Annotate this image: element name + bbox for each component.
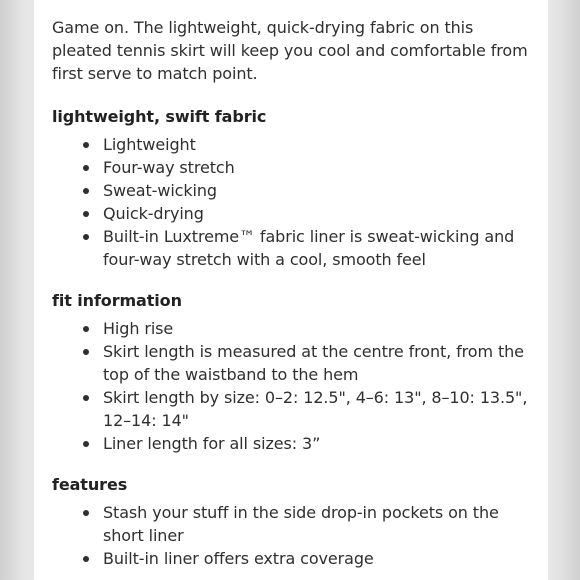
list-item: Sweat-wicking [52, 179, 532, 202]
product-description-page [34, 0, 548, 580]
section-heading-fabric: lightweight, swift fabric [52, 107, 267, 126]
section-heading-features: features [52, 475, 128, 494]
list-item: Liner length for all sizes: 3” [52, 432, 532, 455]
list-item: Quick-drying [52, 202, 532, 225]
section-features [52, 473, 532, 570]
list-item: Skirt length by size: 0–2: 12.5", 4–6: 13", 8–10: 13.5", 12–14: 14" [52, 386, 532, 432]
list-item: Skirt length is measured at the centre front, from the top of the waistband to the hem [52, 340, 532, 386]
list-item: Lightweight [52, 133, 532, 156]
list-item: Built-in liner offers extra coverage [52, 547, 532, 570]
fit-list [52, 317, 532, 455]
section-fit-information [52, 289, 532, 455]
list-item: High rise [52, 317, 532, 340]
intro-paragraph: Game on. The lightweight, quick-drying fabric on this pleated tennis skirt will keep you cool and comfortable from first serve to match point. [52, 18, 528, 83]
features-list [52, 501, 532, 570]
fabric-list [52, 133, 532, 271]
product-description [52, 16, 532, 580]
section-fabric [52, 105, 532, 271]
list-item: Stash your stuff in the side drop-in pockets on the short liner [52, 501, 532, 547]
list-item: Four-way stretch [52, 156, 532, 179]
section-heading-fit: fit information [52, 291, 182, 310]
list-item: Built-in Luxtreme™ fabric liner is sweat-wicking and four-way stretch with a cool, smooth feel [52, 225, 532, 271]
